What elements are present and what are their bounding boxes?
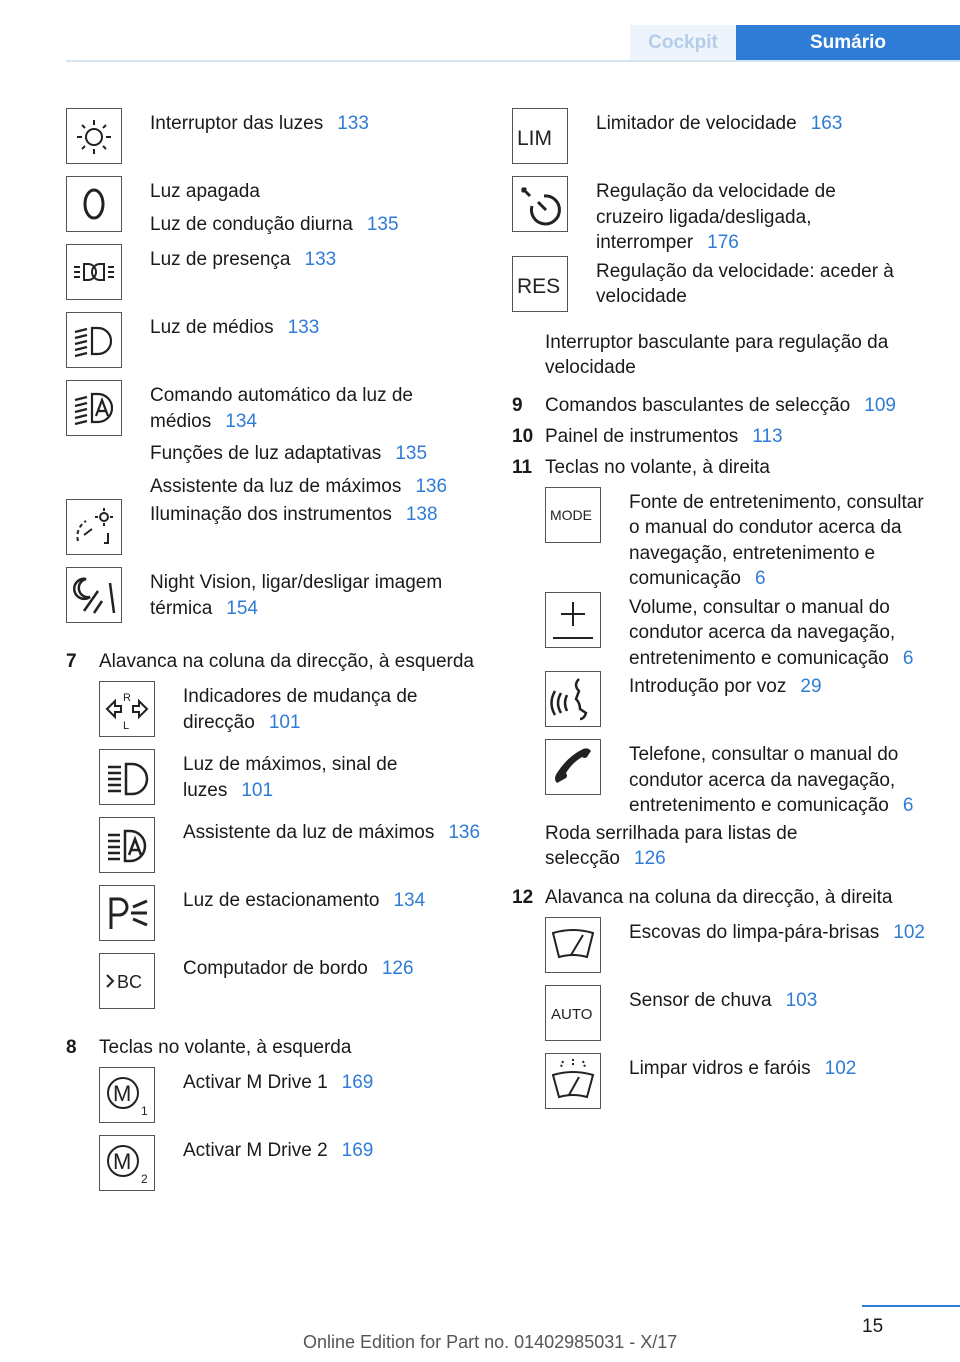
symbol-entry: [596, 111, 898, 137]
page-reference[interactable]: 136: [448, 822, 481, 843]
symbol-row: [66, 176, 484, 244]
entry-text: Luz de máximos, sinal de luzes: [183, 754, 398, 801]
page-reference[interactable]: 6: [754, 568, 766, 589]
entry-text: Assistente da luz de máximos: [150, 475, 402, 497]
symbol-row: [99, 953, 484, 1021]
symbol-row: [99, 681, 484, 749]
symbol-entry: [150, 315, 452, 341]
symbol-row: [66, 499, 484, 567]
night-vision-icon: [66, 567, 122, 623]
entry-text: Funções de luz adaptativas: [150, 443, 382, 464]
thumbwheel-note: [512, 821, 932, 871]
entry-text: Comando automático da luz de médios: [150, 385, 413, 432]
symbol-row: [545, 739, 932, 819]
svg-text:AUTO: AUTO: [551, 1005, 593, 1023]
symbol-entry: [629, 988, 931, 1014]
page-reference[interactable]: 113: [752, 425, 783, 447]
symbol-entry: [183, 820, 484, 846]
item-10: [512, 424, 932, 449]
symbol-entry: [183, 1070, 484, 1096]
entry-text: Limitador de velocidade: [596, 113, 797, 134]
cruise-controls-list: [512, 108, 932, 324]
symbol-entry: [629, 920, 931, 946]
symbol-entry: [150, 247, 452, 273]
entry-text: Luz de médios: [150, 317, 274, 338]
entry-text: Regulação da velocidade: aceder à velocidade: [596, 260, 894, 307]
entry-text: Telefone, consultar o manual do condutor acerca da navegação, entretenimento e comunicação: [629, 744, 899, 816]
svg-text:M: M: [113, 1149, 132, 1174]
entry-text: Assistente da luz de máximos: [183, 822, 435, 843]
symbol-entry: [150, 570, 452, 621]
page-reference[interactable]: 154: [226, 597, 258, 619]
entry-text: Fonte de entretenimento, consultar o manual do condutor acerca da navegação, entretenimento e comunicação: [629, 491, 924, 589]
symbol-entry: [629, 490, 931, 592]
entry-text: Activar M Drive 2: [183, 1140, 328, 1161]
parking-light-icon: [99, 885, 155, 941]
page-reference[interactable]: 136: [415, 475, 448, 497]
page-number: 15: [862, 1316, 884, 1337]
symbol-row: [545, 1053, 932, 1121]
rain-sensor-icon: [545, 985, 601, 1041]
svg-text:M: M: [113, 1081, 132, 1106]
symbol-entry: [150, 474, 452, 500]
auto-low-beam-icon: [66, 380, 122, 436]
symbol-row: [512, 176, 932, 256]
symbol-entry: [150, 111, 452, 137]
rocker-note-text: Interruptor basculante para regulação da velocidade: [545, 331, 889, 378]
resume-icon: [512, 256, 568, 312]
page-reference[interactable]: 169: [341, 1072, 374, 1093]
page-reference[interactable]: 103: [785, 989, 818, 1011]
symbol-row: [512, 108, 932, 176]
page-reference[interactable]: 134: [225, 410, 257, 432]
entry-text: Introdução por voz: [629, 676, 787, 697]
page-reference[interactable]: 133: [337, 113, 369, 134]
item-title: Painel de instrumentos: [545, 425, 739, 447]
item-12: [512, 885, 932, 910]
item-number: 11: [512, 456, 533, 478]
symbol-row: [99, 1067, 484, 1135]
entry-text: Interruptor das luzes: [150, 113, 324, 134]
svg-text:2: 2: [141, 1172, 148, 1186]
entry-text: Computador de bordo: [183, 958, 368, 979]
symbol-entry: [596, 179, 898, 256]
footer-rule: [862, 1305, 960, 1307]
high-beam-icon: [99, 749, 155, 805]
mode-icon: [545, 487, 601, 543]
symbol-row: [66, 312, 484, 380]
entry-text: Luz de presença: [150, 249, 291, 270]
page-reference[interactable]: 135: [366, 213, 399, 235]
svg-text:L: L: [123, 720, 130, 732]
symbol-entry: [183, 684, 484, 735]
washer-icon: [545, 1053, 601, 1109]
left-steering-buttons-list: [99, 1067, 484, 1203]
symbol-entry: [150, 383, 452, 434]
volume-icon: [545, 592, 601, 648]
symbol-entry: [629, 674, 931, 700]
symbol-entry: [150, 179, 452, 205]
item-8: [66, 1035, 484, 1060]
entry-text: Escovas do limpa-pára-brisas: [629, 921, 880, 943]
entry-text: Night Vision, ligar/desligar imagem térmica: [150, 572, 443, 619]
left-lever-list: [99, 681, 484, 1021]
page-reference[interactable]: 176: [707, 232, 739, 253]
symbol-row: [66, 108, 484, 176]
item-number: 8: [66, 1037, 77, 1058]
header-tabs: [630, 25, 960, 61]
page-reference[interactable]: 133: [287, 317, 320, 338]
symbol-row: [66, 244, 484, 312]
item-number: 12: [512, 886, 534, 908]
page-reference[interactable]: 101: [268, 711, 301, 733]
symbol-entry: [596, 259, 898, 310]
symbol-entry: [183, 956, 484, 982]
footer-edition: Online Edition for Part no. 01402985031 - X/17: [303, 1332, 678, 1352]
svg-text:BC: BC: [117, 972, 143, 992]
symbol-entry: [629, 1056, 931, 1082]
left-column: [66, 108, 484, 1203]
item-11: [512, 455, 932, 480]
symbol-row: [545, 671, 932, 739]
light-switch-icon: [66, 108, 122, 164]
page-reference[interactable]: 135: [395, 443, 428, 464]
page-reference[interactable]: 102: [824, 1057, 857, 1079]
page-reference[interactable]: 138: [405, 504, 438, 525]
symbol-entry: [629, 742, 931, 819]
parking-lights-icon: [66, 244, 122, 300]
page-reference[interactable]: 133: [304, 249, 337, 270]
symbol-row: [512, 256, 932, 324]
board-computer-icon: [99, 953, 155, 1009]
symbol-entry: [150, 212, 452, 238]
symbol-row: [99, 885, 484, 953]
symbol-row: [99, 817, 484, 885]
item-9: [512, 393, 932, 418]
entry-text: Luz de estacionamento: [183, 890, 380, 911]
item-title: Alavanca na coluna da direcção, à esquerda: [99, 651, 474, 672]
page-reference[interactable]: 169: [341, 1140, 374, 1161]
tab-cockpit[interactable]: Cockpit: [630, 25, 736, 61]
item-7: [66, 649, 484, 674]
item-number: 9: [512, 394, 523, 416]
symbol-row: [99, 1135, 484, 1203]
page-reference[interactable]: 109: [864, 394, 896, 416]
symbol-entry: [183, 888, 484, 914]
svg-text:LIM: LIM: [517, 127, 553, 150]
cruise-control-icon: [512, 176, 568, 232]
symbol-entry: [150, 441, 452, 467]
svg-text:RES: RES: [517, 274, 561, 298]
right-column: [512, 108, 932, 1121]
instrument-lighting-icon: [66, 499, 122, 555]
entry-text: Iluminação dos instrumentos: [150, 504, 392, 525]
symbol-entry: [629, 595, 931, 672]
item-title: Alavanca na coluna da direcção, à direita: [545, 886, 893, 908]
item-title: Comandos basculantes de selecção: [545, 394, 851, 416]
low-beam-icon: [66, 312, 122, 368]
entry-text: Luz apagada: [150, 181, 260, 202]
high-beam-assist-icon: [99, 817, 155, 873]
rocker-note: [512, 330, 932, 380]
page-reference[interactable]: 6: [902, 795, 914, 816]
svg-text:R: R: [123, 692, 131, 704]
entry-text: Limpar vidros e faróis: [629, 1057, 811, 1079]
wiper-icon: [545, 917, 601, 973]
phone-icon: [545, 739, 601, 795]
turn-signal-icon: [99, 681, 155, 737]
symbol-row: [545, 917, 932, 985]
page-reference[interactable]: 29: [800, 676, 822, 697]
m-drive-2-icon: [99, 1135, 155, 1191]
symbol-row: [545, 985, 932, 1053]
symbol-entry: [183, 752, 484, 803]
entry-text: Activar M Drive 1: [183, 1072, 328, 1093]
header-rule: [66, 60, 960, 62]
page-reference[interactable]: 6: [902, 647, 914, 669]
m-drive-1-icon: [99, 1067, 155, 1123]
item-number: 7: [66, 651, 77, 672]
right-steering-buttons-list: [545, 487, 932, 819]
page-reference[interactable]: 163: [810, 113, 843, 134]
light-controls-list: [66, 108, 484, 635]
symbol-row: [545, 487, 932, 592]
page-reference[interactable]: 126: [381, 958, 414, 979]
symbol-row: [99, 749, 484, 817]
entry-text: Indicadores de mudança de direcção: [183, 686, 418, 733]
symbol-row: [66, 380, 484, 499]
symbol-row: [545, 592, 932, 672]
entry-text: Sensor de chuva: [629, 989, 772, 1011]
speed-limiter-icon: [512, 108, 568, 164]
thumbwheel-text: Roda serrilhada para listas de selecção: [545, 822, 798, 869]
light-off-icon: [66, 176, 122, 232]
voice-input-icon: [545, 671, 601, 727]
right-lever-list: [545, 917, 932, 1121]
page-reference[interactable]: 134: [393, 890, 426, 911]
entry-text: Volume, consultar o manual do condutor acerca da navegação, entretenimento e comunicação: [629, 596, 896, 669]
svg-text:1: 1: [141, 1104, 148, 1118]
symbol-entry: [183, 1138, 484, 1164]
entry-text: Regulação da velocidade de cruzeiro ligada/desligada, interromper: [596, 181, 836, 253]
item-title: Teclas no volante, à direita: [545, 456, 770, 478]
tab-summary[interactable]: Sumário: [736, 25, 960, 61]
entry-text: Luz de condução diurna: [150, 213, 353, 235]
page-reference[interactable]: 101: [241, 779, 274, 801]
page-reference[interactable]: 126: [634, 847, 666, 869]
svg-text:MODE: MODE: [550, 506, 592, 523]
symbol-entry: [150, 502, 452, 528]
item-title: Teclas no volante, à esquerda: [99, 1037, 352, 1058]
page-reference[interactable]: 102: [893, 921, 925, 943]
symbol-row: [66, 567, 484, 635]
item-number: 10: [512, 425, 534, 447]
